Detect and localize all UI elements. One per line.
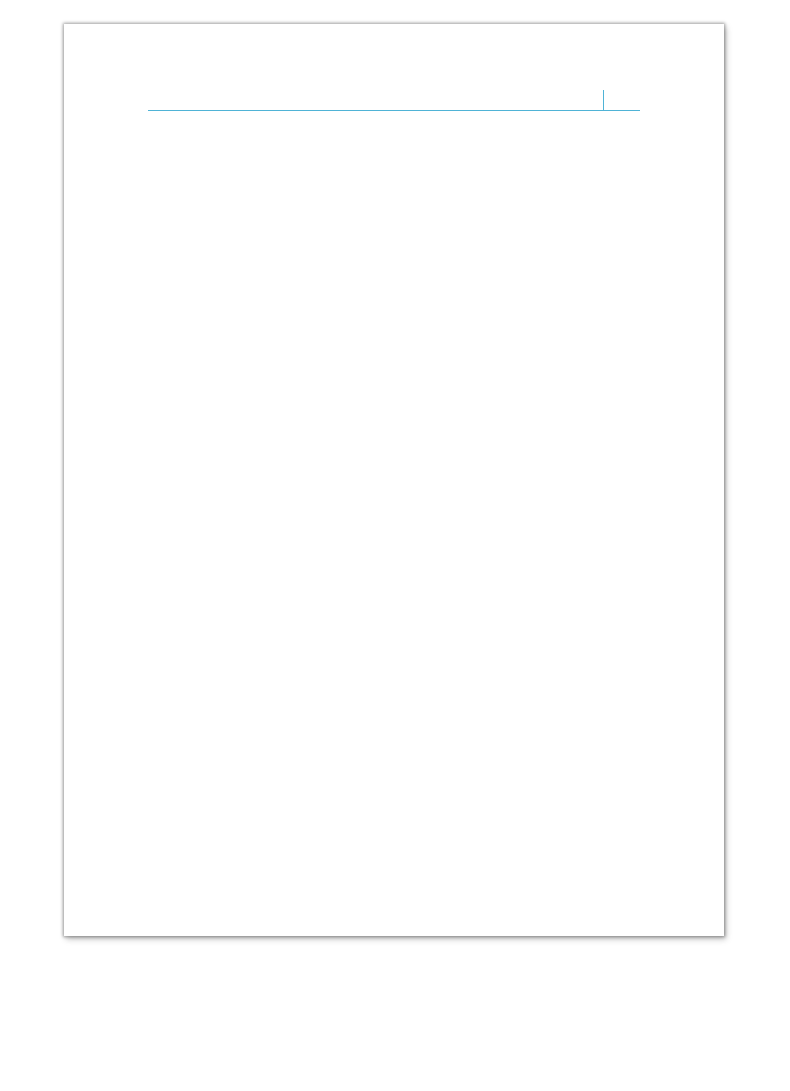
page-number [603, 90, 640, 110]
dna-double-helix-figure [244, 128, 624, 398]
book-page [64, 24, 724, 936]
running-header [148, 90, 640, 111]
